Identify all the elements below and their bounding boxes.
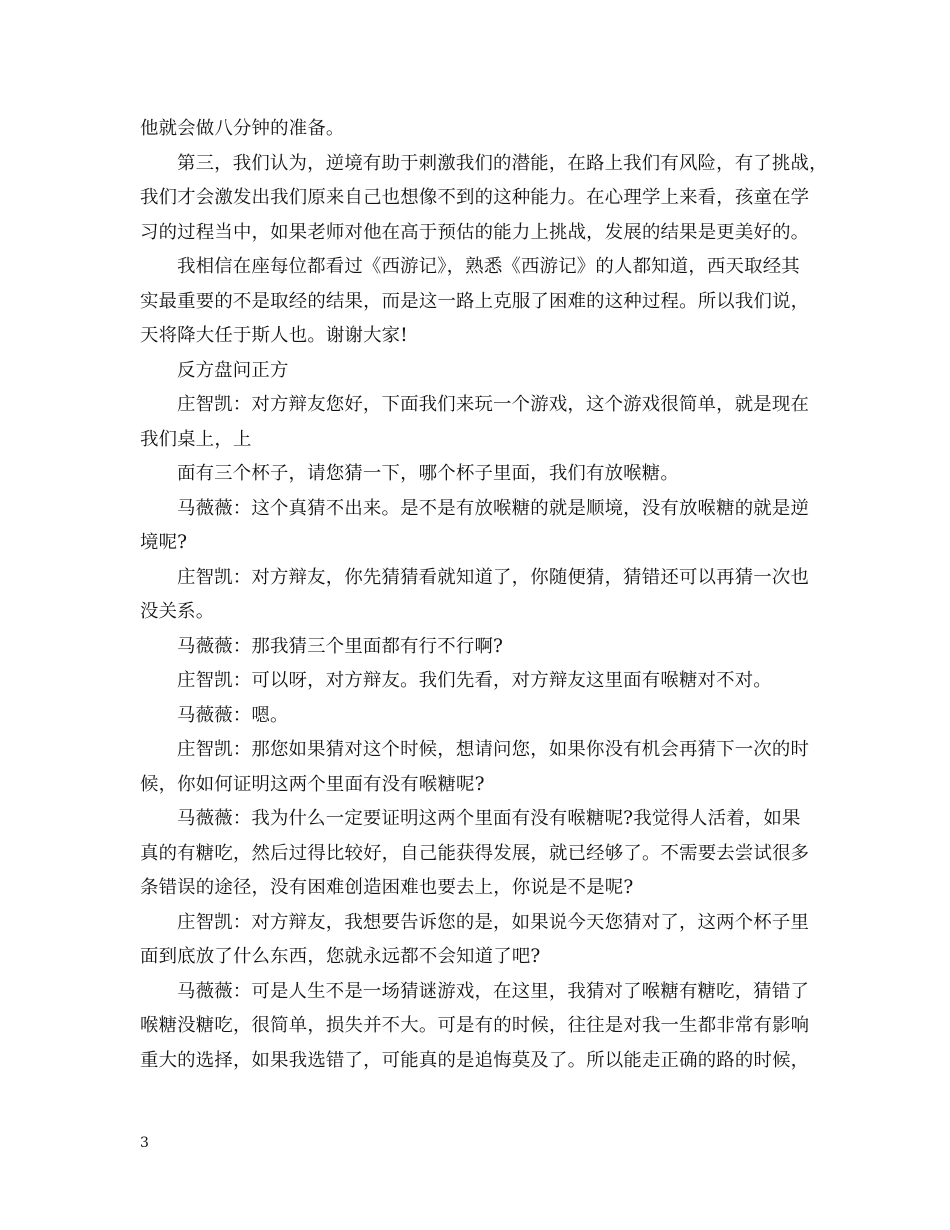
text-line: 我们才会激发出我们原来自己也想像不到的这种能力。在心理学上来看，孩童在学 [140, 187, 810, 208]
text-line: 马薇薇：嗯。 [177, 704, 289, 726]
text-line: 马薇薇：那我猜三个里面都有行不行啊? [177, 635, 504, 657]
text-line: 实最重要的不是取经的结果，而是这一路上克服了困难的这种过程。所以我们说， [140, 290, 810, 312]
text-line: 条错误的途径，没有困难创造困难也要去上，你说是不是呢? [140, 877, 634, 898]
text-line: 境呢? [140, 532, 188, 553]
text-line: 马薇薇：可是人生不是一场猜谜游戏，在这里，我猜对了喉糖有糖吃，猜错了 [177, 980, 810, 1002]
text-line: 没关系。 [140, 601, 215, 622]
text-line: 面到底放了什么东西，您就永远都不会知道了吧? [140, 946, 541, 967]
text-line: 喉糖没糖吃，很简单，损失并不大。可是有的时候，往往是对我一生都非常有影响 [140, 1015, 810, 1036]
text-line: 重大的选择，如果我选错了，可能真的是追悔莫及了。所以能走正确的路的时候， [140, 1049, 810, 1071]
text-line: 习的过程当中，如果老师对他在高于预估的能力上挑战，发展的结果是更美好的。 [140, 221, 810, 243]
text-line: 庄智凯：可以呀，对方辩友。我们先看，对方辩友这里面有喉糖对不对。 [177, 670, 772, 691]
text-line: 候，你如何证明这两个里面有没有喉糖呢? [140, 773, 485, 795]
text-line: 他就会做八分钟的准备。 [140, 118, 345, 139]
page-number: 3 [140, 1135, 149, 1151]
body-text [140, 112, 828, 1078]
text-line: 庄智凯：对方辩友，我想要告诉您的是，如果说今天您猜对了，这两个杯子里 [177, 911, 810, 933]
text-line: 面有三个杯子，请您猜一下，哪个杯子里面，我们有放喉糖。 [177, 463, 679, 484]
text-line: 马薇薇：这个真猜不出来。是不是有放喉糖的就是顺境，没有放喉糖的就是逆 [177, 497, 810, 519]
text-line: 天将降大任于斯人也。谢谢大家! [140, 325, 408, 346]
text-line: 我相信在座每位都看过《西游记》，熟悉《西游记》的人都知道，西天取经其 [177, 256, 800, 277]
text-line: 第三，我们认为，逆境有助于刺激我们的潜能，在路上我们有风险，有了挑战， [177, 152, 828, 174]
text-line: 庄智凯：那您如果猜对这个时候，想请问您，如果你没有机会再猜下一次的时 [177, 739, 810, 760]
text-line: 马薇薇：我为什么一定要证明这两个里面有没有喉糖呢?我觉得人活着，如果 [177, 808, 801, 829]
text-line: 庄智凯：对方辩友，你先猜猜看就知道了，你随便猜，猜错还可以再猜一次也 [177, 566, 810, 588]
text-line: 反方盘问正方 [177, 359, 289, 381]
text-line: 我们桌上，上 [140, 428, 252, 450]
text-line: 庄智凯：对方辩友您好，下面我们来玩一个游戏，这个游戏很简单，就是现在 [177, 394, 810, 415]
text-line: 真的有糖吃，然后过得比较好，自己能获得发展，就已经够了。不需要去尝试很多 [140, 842, 810, 864]
